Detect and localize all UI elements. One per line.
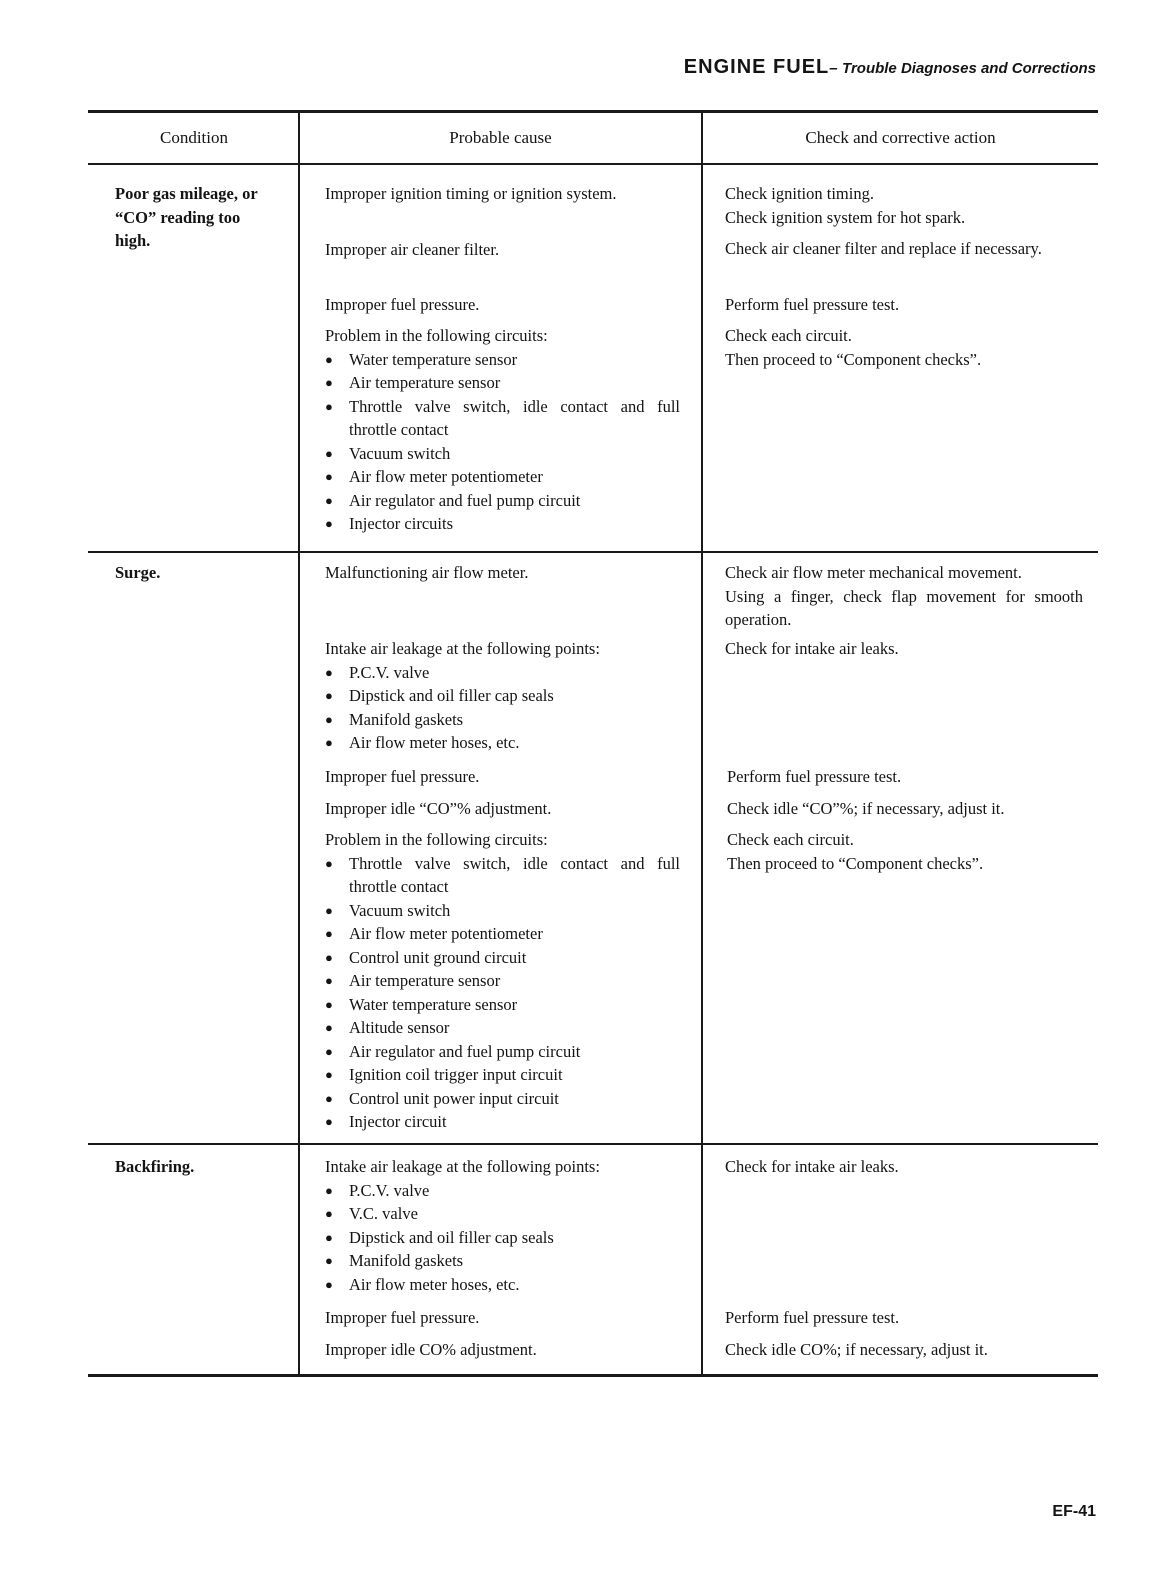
- section-title: ENGINE FUEL: [683, 56, 830, 78]
- list-item: ● Air temperature sensor: [325, 371, 680, 395]
- bullet-icon: ●: [325, 1114, 333, 1129]
- column-divider: [701, 113, 703, 1375]
- list-item: ● Air flow meter potentiometer: [325, 922, 680, 946]
- list-item: ● Manifold gaskets: [325, 708, 680, 732]
- bullet-icon: ●: [325, 1020, 333, 1035]
- bullet-icon: ●: [325, 926, 333, 941]
- list-item: ● Vacuum switch: [325, 899, 680, 923]
- cause-group: [325, 1155, 680, 1296]
- condition-cell: [115, 182, 290, 253]
- bullet-icon: ●: [325, 902, 333, 918]
- bullet-icon: ●: [325, 949, 333, 965]
- list-item: ● Air regulator and fuel pump circuit: [325, 1040, 680, 1064]
- list-item: ● P.C.V. valve: [325, 661, 680, 685]
- bullet-icon: ●: [325, 1206, 333, 1221]
- action-group: Perform fuel pressure test.: [725, 1308, 900, 1327]
- action-group: Check ignition timing. Check ignition system for hot spark.: [725, 184, 966, 227]
- bullet-icon: ●: [325, 1182, 333, 1198]
- bullet-icon: ●: [325, 973, 333, 988]
- row-divider: [88, 551, 1098, 553]
- action-group: Check each circuit. Then proceed to “Component checks”.: [725, 326, 982, 369]
- action-group: Check air flow meter mechanical movement. Using a finger, check flap movement for smooth operation.: [725, 563, 1083, 629]
- list-item: ● Throttle valve switch, idle contact and full throttle contact: [325, 852, 680, 899]
- cause-text: Problem in the following circuits:: [325, 326, 548, 345]
- header-bottom-rule: [88, 163, 1098, 165]
- list-item: ● V.C. valve: [325, 1202, 680, 1226]
- page-number: EF-41: [1052, 1503, 1096, 1520]
- condition-line: Backfiring.: [115, 1157, 195, 1176]
- action-group: Perform fuel pressure test.: [727, 767, 902, 786]
- bullet-icon: ●: [325, 1067, 333, 1082]
- action-group: Check for intake air leaks.: [725, 639, 899, 658]
- page-header: [684, 56, 1096, 79]
- list-item: ● Control unit power input circuit: [325, 1087, 680, 1111]
- bullet-icon: ●: [325, 398, 333, 414]
- list-item: ● P.C.V. valve: [325, 1179, 680, 1203]
- column-divider: [298, 113, 300, 1375]
- action-group: Check for intake air leaks.: [725, 1157, 899, 1176]
- column-header-corrective-action: Check and corrective action: [805, 128, 996, 147]
- table-top-rule: [88, 110, 1098, 113]
- bullet-icon: ●: [325, 855, 333, 871]
- list-item: ● Altitude sensor: [325, 1016, 680, 1040]
- header-dash: –: [829, 60, 838, 77]
- cause-text: Improper idle “CO”% adjustment.: [325, 799, 552, 818]
- action-group: Perform fuel pressure test.: [725, 295, 900, 314]
- action-group: Check idle “CO”%; if necessary, adjust it.: [727, 799, 1005, 818]
- list-item: ● Vacuum switch: [325, 442, 680, 466]
- cause-group: [325, 637, 680, 755]
- list-item: ● Manifold gaskets: [325, 1249, 680, 1273]
- list-item: ● Air flow meter hoses, etc.: [325, 731, 680, 755]
- list-item: ● Air flow meter potentiometer: [325, 465, 680, 489]
- action-group: Check each circuit. Then proceed to “Component checks”.: [727, 830, 984, 873]
- list-item: ● Injector circuit: [325, 1110, 680, 1134]
- condition-cell: [115, 561, 290, 585]
- row-divider: [88, 1143, 1098, 1145]
- cause-text: Improper fuel pressure.: [325, 295, 480, 314]
- bullet-icon: ●: [325, 1043, 333, 1059]
- condition-line: Surge.: [115, 563, 161, 582]
- list-item: ● Dipstick and oil filler cap seals: [325, 684, 680, 708]
- column-header-probable-cause: Probable cause: [449, 128, 552, 147]
- bullet-icon: ●: [325, 375, 333, 390]
- list-item: ● Water temperature sensor: [325, 348, 680, 372]
- list-item: ● Throttle valve switch, idle contact and full throttle contact: [325, 395, 680, 442]
- bullet-icon: ●: [325, 445, 333, 461]
- cause-text: Improper fuel pressure.: [325, 1308, 480, 1327]
- cause-text: Malfunctioning air flow meter.: [325, 563, 529, 582]
- cause-text: Intake air leakage at the following points:: [325, 639, 600, 658]
- bullet-icon: ●: [325, 492, 333, 508]
- bullet-icon: ●: [325, 1090, 333, 1106]
- cause-group: [325, 828, 680, 1134]
- list-item: ● Air regulator and fuel pump circuit: [325, 489, 680, 513]
- list-item: ● Injector circuits: [325, 512, 680, 536]
- section-subtitle: Trouble Diagnoses and Corrections: [842, 60, 1096, 77]
- cause-text: Improper idle CO% adjustment.: [325, 1340, 537, 1359]
- condition-cell: [115, 1155, 290, 1179]
- cause-text: Improper air cleaner filter.: [325, 240, 500, 259]
- bullet-icon: ●: [325, 996, 333, 1012]
- condition-line: “CO” reading too: [115, 207, 241, 227]
- list-item: ● Water temperature sensor: [325, 993, 680, 1017]
- bullet-icon: ●: [325, 1229, 333, 1245]
- action-group: Check air cleaner filter and replace if necessary.: [725, 239, 1042, 258]
- cause-text: Problem in the following circuits:: [325, 830, 548, 849]
- column-header-condition: Condition: [159, 128, 228, 147]
- list-item: ● Air flow meter hoses, etc.: [325, 1273, 680, 1297]
- bullet-icon: ●: [325, 735, 333, 750]
- bullet-icon: ●: [325, 1253, 333, 1268]
- bullet-icon: ●: [325, 469, 333, 484]
- condition-line: high.: [115, 231, 151, 250]
- list-item: ● Control unit ground circuit: [325, 946, 680, 970]
- cause-text: Improper fuel pressure.: [325, 767, 480, 786]
- cause-text: Intake air leakage at the following points:: [325, 1157, 600, 1176]
- bullet-icon: ●: [325, 351, 333, 367]
- bullet-icon: ●: [325, 688, 333, 703]
- bullet-icon: ●: [325, 1276, 333, 1292]
- action-group: Check idle CO%; if necessary, adjust it.: [725, 1340, 988, 1359]
- cause-text: Improper ignition timing or ignition system.: [325, 184, 617, 203]
- bullet-icon: ●: [325, 711, 333, 727]
- list-item: ● Dipstick and oil filler cap seals: [325, 1226, 680, 1250]
- bullet-icon: ●: [325, 664, 333, 680]
- condition-line: Poor gas mileage, or: [115, 184, 258, 203]
- list-item: ● Ignition coil trigger input circuit: [325, 1063, 680, 1087]
- table-bottom-rule: [88, 1374, 1098, 1377]
- list-item: ● Air temperature sensor: [325, 969, 680, 993]
- cause-group: [325, 324, 680, 536]
- bullet-icon: ●: [325, 516, 333, 531]
